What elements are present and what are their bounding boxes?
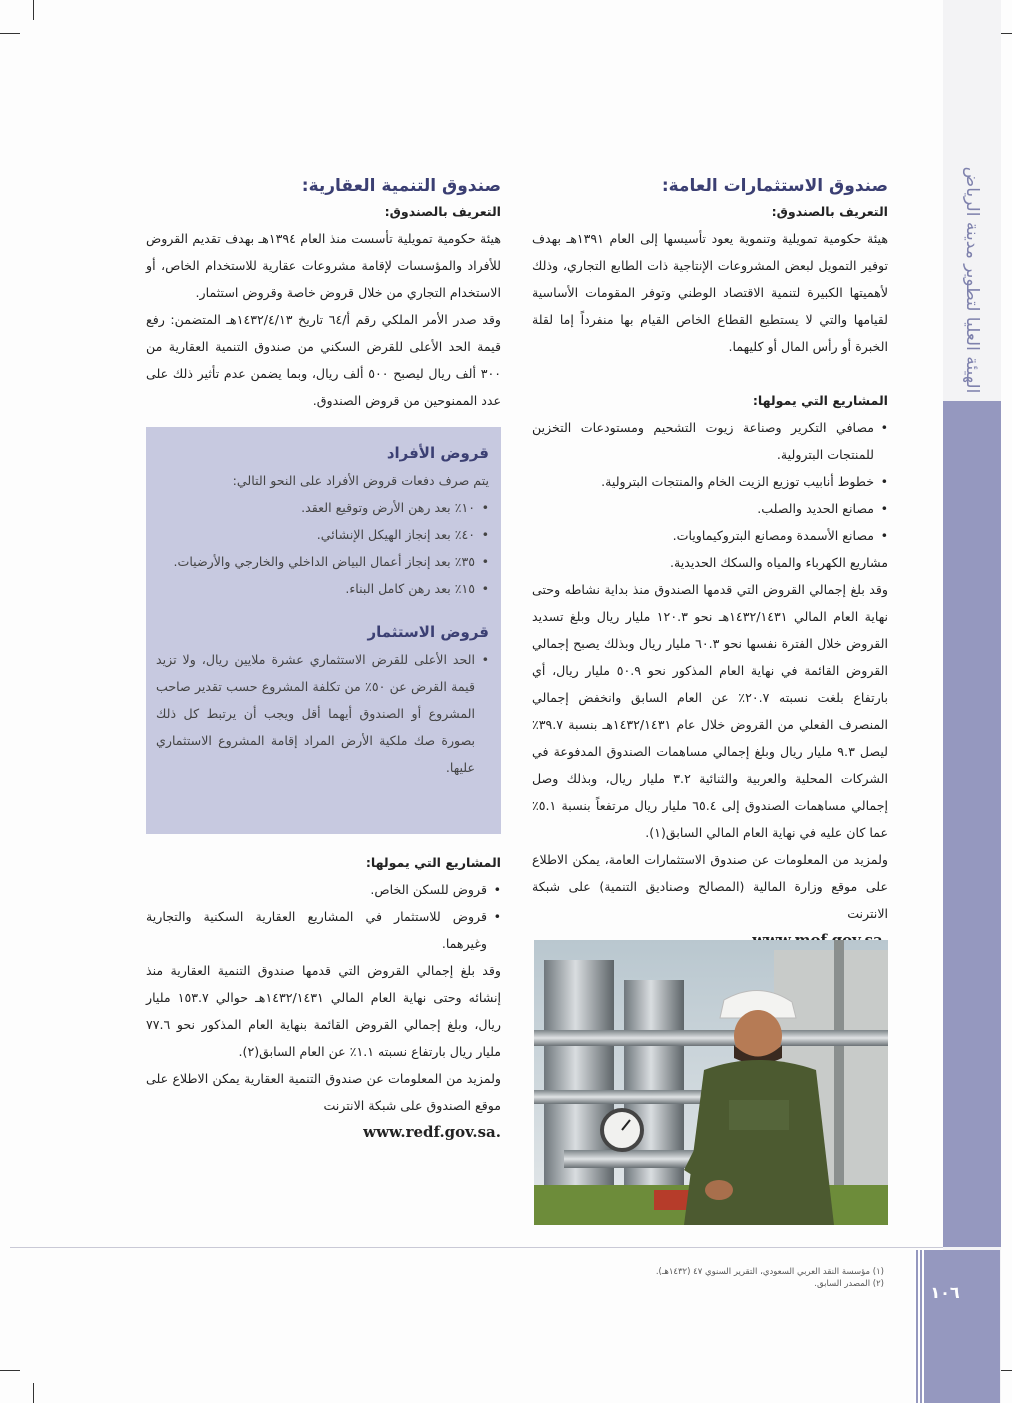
list-item: • ١٠٪ بعد رهن الأرض وتوقيع العقد. (156, 494, 489, 521)
list-item: • خطوط أنابيب توزيع الزيت الخام والمنتجات البترولية. (532, 468, 888, 495)
left-projects-label: المشاريع التي يمولها: (365, 855, 501, 870)
right-def-label: التعريف بالصندوق: (771, 204, 888, 219)
redf-link[interactable]: www.redf.gov.sa. (363, 1123, 501, 1141)
oil-worker-photo (534, 940, 888, 1225)
right-projects-list (532, 414, 888, 549)
page-number: ١٠٦ (930, 1283, 960, 1302)
stripe (918, 1250, 920, 1403)
crop-mark (0, 33, 20, 34)
individual-loans-list (156, 494, 489, 602)
right-heading: صندوق الاستثمارات العامة: (661, 176, 888, 196)
right-extra-line: مشاريع الكهرباء والمياه والسكك الحديدية. (669, 555, 888, 570)
right-projects-label: المشاريع التي يمولها: (752, 393, 888, 408)
individual-loans-intro: يتم صرف دفعات قروض الأفراد على النحو التالي: (232, 473, 489, 488)
list-item: • ٣٥٪ بعد إنجاز أعمال البياض الداخلي والخارجي والأرضيات. (156, 548, 489, 575)
left-stats-text: وقد بلغ إجمالي القروض التي قدمها صندوق التنمية العقارية منذ إنشائه وحتى نهاية العام المالي ١٤٣٢/١٤٣١هـ حوالي ١٥٣.٧ مليار ريال، وبلغ إجمالي القروض القائمة بنهاية العام المذكور نحو ٧٧.٦ مليار ريال بارتفاع نسبته ١.١٪ عن العام السابق(٢). (146, 963, 501, 1059)
sidebar-accent-bar (943, 401, 1001, 1247)
list-item: • قروض للاستثمار في المشاريع العقارية السكنية والتجارية وغيرهما. (146, 903, 501, 957)
left-column-lower (146, 849, 501, 1146)
left-projects-list (146, 876, 501, 957)
right-def-text: هيئة حكومية تمويلية وتنموية يعود تأسيسها إلى العام ١٣٩١هـ بهدف توفير التمويل لبعض المشروعات الإنتاجية ذات الطابع التجاري، وذلك لأهميتها الكبيرة لتنمية الاقتصاد الوطني وتوفر المقومات الأساسية لقيامها والتي لا يستطيع القطاع الخاص القيام بها منفرداً إما لقلة الخبرة أو رأس المال أو كليهما. (532, 231, 888, 354)
sidebar-title-text: الهيئة العليا لتطوير مدينة الرياض (962, 166, 982, 394)
list-item: • مصافي التكرير وصناعة زيوت التشحيم ومستودعات التخزين للمنتجات البترولية. (532, 414, 888, 468)
loans-box (146, 427, 501, 834)
left-def-label: التعريف بالصندوق: (384, 204, 501, 219)
right-column (532, 174, 888, 954)
footer-divider (10, 1247, 943, 1248)
investment-loans-title: قروض الاستثمار (367, 623, 489, 641)
left-decree-text: وقد صدر الأمر الملكي رقم أ/٦٤ تاريخ ١٤٣٢/٤/١٣هـ المتضمن: رفع قيمة الحد الأعلى للقرض السكني من صندوق التنمية العقارية من ٣٠٠ ألف ريال ليصبح ٥٠٠ ألف ريال، وبما يضمن عدم تأثير ذلك على عدد الممنوحين من قروض الصندوق. (146, 312, 501, 408)
footnote-1: (١) مؤسسة النقد العربي السعودي، التقرير السنوي ٤٧ (١٤٣٢هـ). (655, 1267, 884, 1277)
crop-mark (33, 0, 34, 20)
list-item: • ٤٠٪ بعد إنجاز الهيكل الإنشائي. (156, 521, 489, 548)
crop-mark (0, 1370, 20, 1371)
investment-loans-list (156, 646, 489, 781)
list-item: • قروض للسكن الخاص. (146, 876, 501, 903)
left-heading: صندوق التنمية العقارية: (301, 176, 501, 196)
right-stats-text: وقد بلغ إجمالي القروض التي قدمها الصندوق منذ بداية نشاطه وحتى نهاية العام المالي ١٤٣٢/١٤٣١هـ نحو ١٢٠.٣ مليار ريال وبلغ تسديد القروض خلال الفترة نفسها نحو ٦٠.٣ مليار ريال وبذلك يصبح إجمالي القروض القائمة في نهاية العام المذكور نحو ٥٠.٩ مليار ريال، أي بارتفاع بلغت نسبته ٢٠.٧٪ عن العام السابق وانخفض إجمالي المنصرف الفعلي من القروض خلال عام ١٤٣٢/١٤٣١هـ بنسبة ٣٩.٧٪ ليصل ٩.٣ مليار ريال وبلغ إجمالي مساهمات الصندوق المدفوعة في الشركات المحلية والعربية والثنائية ٣.٢ مليار ريال، وبذلك وصل إجمالي مساهمات الصندوق إلى ٦٥.٤ مليار ريال مرتفعاً بنسبة ٥.١٪ عما كان عليه في نهاية العام المالي السابق(١). (532, 582, 889, 840)
individual-loans-title: قروض الأفراد (386, 444, 489, 462)
stripe (922, 1250, 924, 1403)
page-number-block (914, 1250, 1000, 1403)
list-item: • مصانع الحديد والصلب. (532, 495, 888, 522)
sidebar-title (943, 160, 1001, 400)
footnote-2: (٢) المصدر السابق. (814, 1279, 884, 1289)
stripe (914, 1250, 916, 1403)
left-column (146, 174, 501, 414)
list-item: • الحد الأعلى للقرض الاستثماري عشرة ملايين ريال، ولا تزيد قيمة القرض عن ٥٠٪ من تكلفة المشروع حسب تقدير صاحب المشروع أو الصندوق أيهما أقل ويجب أن يرتبط كل ذلك بصورة صك ملكية الأرض المراد إقامة المشروع الاستثماري عليها. (156, 646, 489, 781)
crop-mark (33, 1383, 34, 1403)
left-def-text: هيئة حكومية تمويلية تأسست منذ العام ١٣٩٤هـ بهدف تقديم القروض للأفراد والمؤسسات لإقامة مشروعات عقارية للاستخدام الخاص، أو الاستخدام التجاري من خلال قروض خاصة وقروض استثمار. (146, 231, 501, 300)
left-more-info: ولمزيد من المعلومات عن صندوق التنمية العقارية يمكن الاطلاع على موقع الصندوق على شبكة الانترنت (146, 1071, 501, 1113)
list-item: • ١٥٪ بعد رهن كامل البناء. (156, 575, 489, 602)
list-item: • مصانع الأسمدة ومصانع البتروكيماويات. (532, 522, 888, 549)
right-more-info: ولمزيد من المعلومات عن صندوق الاستثمارات العامة، يمكن الاطلاع على موقع وزارة المالية (المصالح وصناديق التنمية) على شبكة الانترنت (532, 852, 888, 921)
photo-illustration (534, 940, 888, 1225)
footnotes (484, 1266, 884, 1290)
